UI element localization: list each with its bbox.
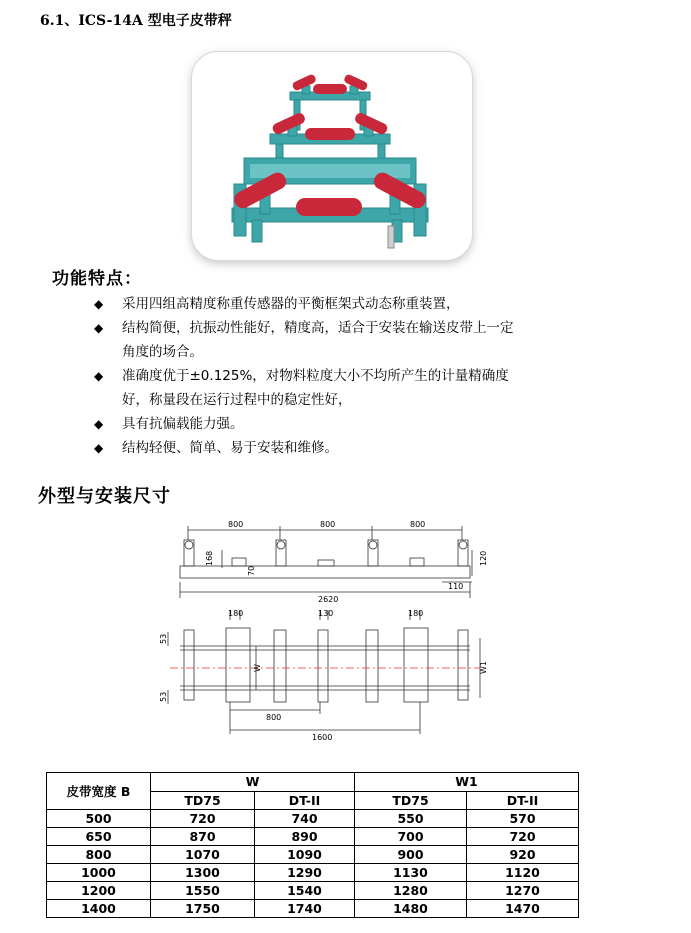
list-item: ◆ 采用四组高精度称重传感器的平衡框架式动态称重装置， bbox=[94, 292, 514, 316]
diamond-bullet-icon: ◆ bbox=[94, 369, 104, 383]
dim-span-3: 800 bbox=[410, 520, 426, 529]
dim-w: W bbox=[253, 664, 262, 672]
product-photo bbox=[192, 52, 472, 260]
dim-span-2: 800 bbox=[320, 520, 336, 529]
table-row: 1400 1750 1740 1480 1470 bbox=[47, 900, 579, 918]
dim-bottom-1600: 1600 bbox=[312, 733, 333, 742]
page-title: 6.1、ICS-14A 型电子皮带秤 bbox=[40, 13, 232, 29]
features-list bbox=[94, 292, 514, 460]
subheader-td75: TD75 bbox=[355, 791, 467, 810]
dim-168: 168 bbox=[205, 550, 214, 566]
dim-w1: W1 bbox=[479, 661, 488, 674]
table-row: 800 1070 1090 900 920 bbox=[47, 846, 579, 864]
subheader-dtii: DT-II bbox=[255, 791, 355, 810]
list-item: ◆ 准确度优于±0.125%，对物料粒度大小不均所产生的计量精确度 好，称量段在运行过程中的稳定性好， bbox=[94, 364, 514, 412]
installation-drawing bbox=[160, 518, 500, 750]
features-heading: 功能特点： bbox=[52, 269, 142, 289]
table-row: 500 720 740 550 570 bbox=[47, 810, 579, 828]
dim-top-130: 130 bbox=[318, 609, 334, 618]
diamond-bullet-icon: ◆ bbox=[94, 297, 104, 311]
dim-top-180a: 180 bbox=[228, 609, 244, 618]
list-item: ◆ 结构简便，抗振动性能好，精度高，适合于安装在输送皮带上一定 角度的场合。 bbox=[94, 316, 514, 364]
list-item: ◆ 结构轻便、简单、易于安装和维修。 bbox=[94, 436, 514, 460]
dim-total: 2620 bbox=[318, 595, 339, 604]
header-w1: W1 bbox=[355, 773, 579, 792]
dim-110: 110 bbox=[448, 582, 464, 591]
dim-span-1: 800 bbox=[228, 520, 244, 529]
table-row: 1200 1550 1540 1280 1270 bbox=[47, 882, 579, 900]
table-row: 1000 1300 1290 1130 1120 bbox=[47, 864, 579, 882]
dim-bottom-800: 800 bbox=[266, 713, 282, 722]
table-row: 650 870 890 700 720 bbox=[47, 828, 579, 846]
subheader-dtii: DT-II bbox=[467, 791, 579, 810]
dimensions-heading: 外型与安装尺寸 bbox=[38, 486, 171, 507]
dim-53b: 53 bbox=[159, 691, 168, 702]
subheader-td75: TD75 bbox=[151, 791, 255, 810]
diamond-bullet-icon: ◆ bbox=[94, 441, 104, 455]
dim-top-180b: 180 bbox=[408, 609, 424, 618]
diamond-bullet-icon: ◆ bbox=[94, 417, 104, 431]
list-item: ◆ 具有抗偏载能力强。 bbox=[94, 412, 514, 436]
dimension-table bbox=[46, 772, 579, 918]
dim-70: 70 bbox=[247, 565, 256, 576]
header-w: W bbox=[151, 773, 355, 792]
header-belt-width: 皮带宽度 B bbox=[47, 773, 151, 810]
diamond-bullet-icon: ◆ bbox=[94, 321, 104, 335]
dim-120: 120 bbox=[479, 550, 488, 566]
dim-53a: 53 bbox=[159, 633, 168, 644]
